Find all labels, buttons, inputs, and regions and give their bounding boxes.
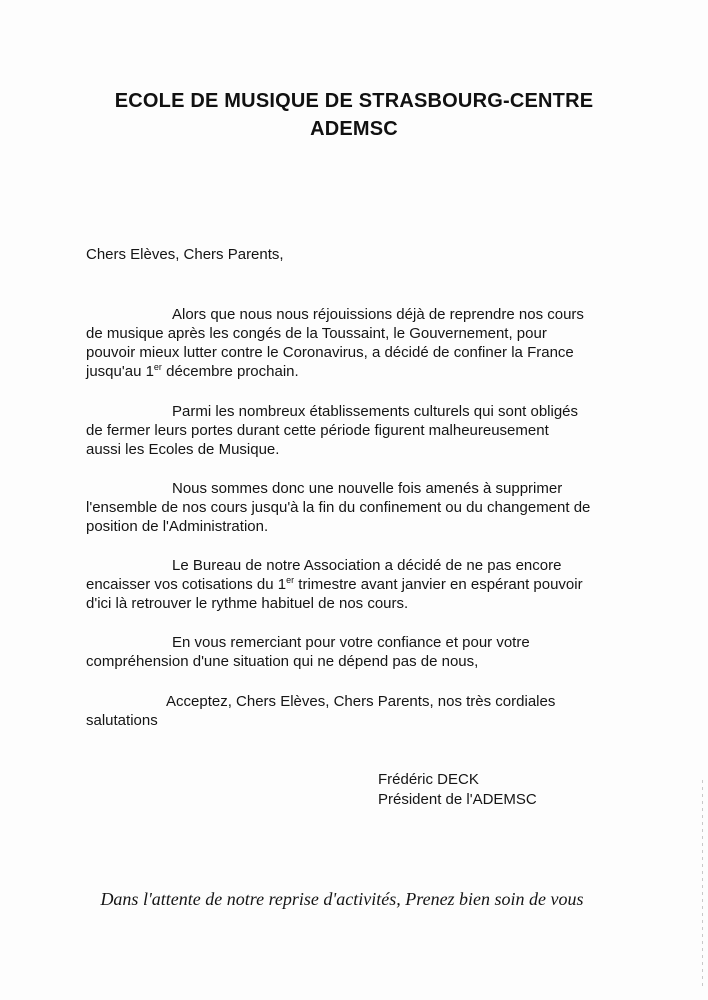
superscript: er bbox=[153, 362, 162, 372]
paragraph-line: position de l'Administration. bbox=[86, 518, 269, 535]
text-fragment: jusqu'au 1 bbox=[86, 363, 154, 380]
superscript: er bbox=[286, 575, 295, 585]
paragraph-line: pouvoir mieux lutter contre le Coronavirus, a décidé de confiner la France bbox=[86, 344, 574, 361]
paragraph-line: aussi les Ecoles de Musique. bbox=[86, 441, 280, 458]
paragraph-line: salutations bbox=[86, 712, 158, 729]
acronym-heading: ADEMSC bbox=[310, 118, 398, 140]
paragraph-fees bbox=[86, 556, 626, 613]
paragraph-line: Acceptez, Chers Elèves, Chers Parents, nos très cordiales bbox=[166, 693, 556, 710]
paragraph-line: d'ici là retrouver le rythme habituel de nos cours. bbox=[86, 595, 409, 612]
paragraph-line: Parmi les nombreux établissements culturels qui sont obligés bbox=[172, 403, 579, 420]
paragraph-closures bbox=[86, 402, 626, 459]
scan-edge-mark bbox=[702, 780, 703, 990]
text-fragment: trimestre avant janvier en espérant pouvoir bbox=[294, 576, 583, 593]
paragraph-line: de musique après les congés de la Toussaint, le Gouvernement, pour bbox=[86, 325, 547, 342]
signatory-name: Frédéric DECK bbox=[378, 771, 479, 788]
signature-block bbox=[378, 770, 537, 810]
paragraph-line: Nous sommes donc une nouvelle fois amenés à supprimer bbox=[172, 480, 563, 497]
paragraph-line: l'ensemble de nos cours jusqu'à la fin du confinement ou du changement de bbox=[86, 499, 591, 516]
school-name-heading: ECOLE DE MUSIQUE DE STRASBOURG-CENTRE bbox=[114, 90, 594, 112]
salutation: Chers Elèves, Chers Parents, bbox=[86, 246, 284, 263]
paragraph-thanks bbox=[86, 633, 626, 671]
paragraph-suspension bbox=[86, 479, 626, 536]
paragraph-line: Alors que nous nous réjouissions déjà de reprendre nos cours bbox=[172, 306, 584, 323]
paragraph-confinement bbox=[86, 305, 626, 381]
paragraph-line bbox=[86, 362, 626, 381]
text-fragment: encaisser vos cotisations du 1 bbox=[86, 576, 287, 593]
paragraph-line bbox=[86, 575, 626, 594]
paragraph-line: compréhension d'une situation qui ne dépend pas de nous, bbox=[86, 653, 479, 670]
closing-note: Dans l'attente de notre reprise d'activités, Prenez bien soin de vous bbox=[100, 889, 584, 909]
paragraph-regards bbox=[86, 692, 626, 730]
paragraph-line: En vous remerciant pour votre confiance et pour votre bbox=[172, 634, 530, 651]
paragraph-line: Le Bureau de notre Association a décidé de ne pas encore bbox=[172, 557, 562, 574]
text-fragment: décembre prochain. bbox=[161, 363, 299, 380]
paragraph-line: de fermer leurs portes durant cette période figurent malheureusement bbox=[86, 422, 549, 439]
signatory-role: Président de l'ADEMSC bbox=[378, 791, 537, 808]
